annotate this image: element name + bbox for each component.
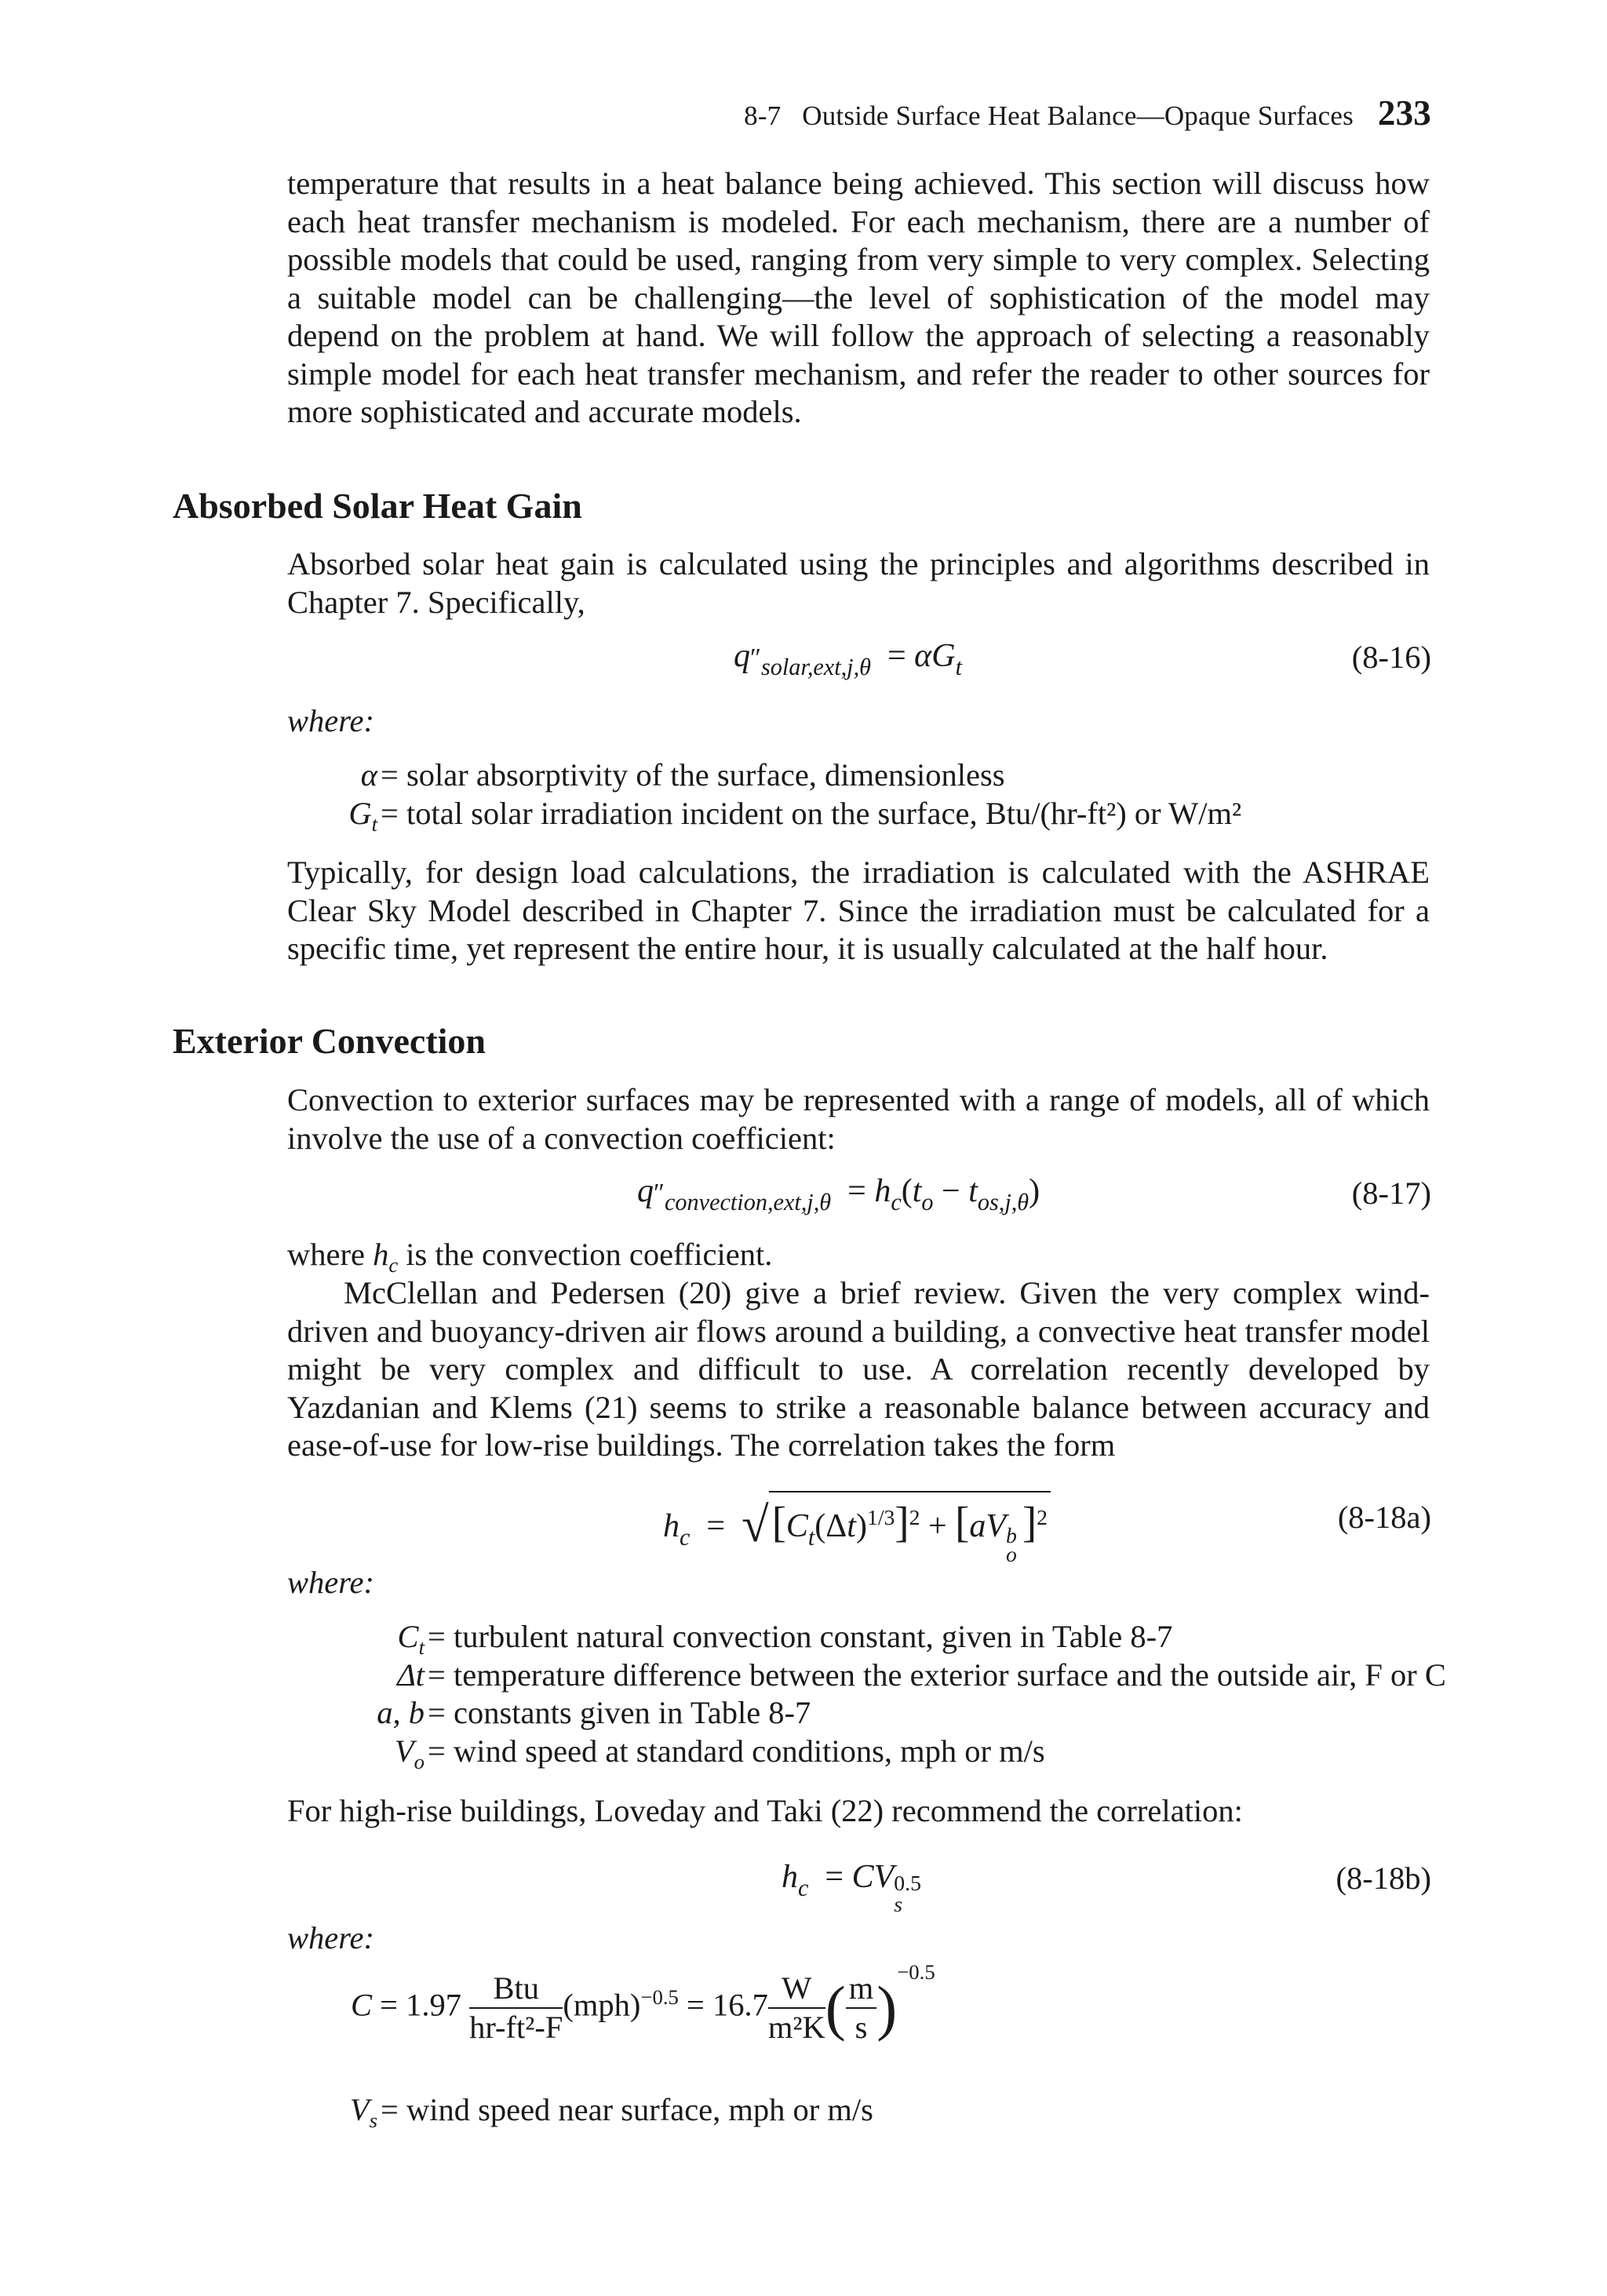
equation-8-18a: $h_c = √[C_t(\Delta t)^{1/3}]^2 + [aV$ b o ]$^2$ <box>663 1491 1051 1554</box>
definition-a-b: a, b = constants given in Table 8-7 <box>377 1695 811 1730</box>
fraction-w: $\frac{W}{\text{m²K}}$ <box>767 1970 825 2045</box>
page-number: 233 <box>1377 93 1431 133</box>
definition-delta-t: Δt = temperature difference between the exterior surface and the outside air, F or C <box>396 1656 1446 1693</box>
convection-review-paragraph: McClellan and Pedersen (20) give a brief review. Given the very complex wind-driven and buoyancy-driven air flows around a building, a convective heat transfer model might be very complex and difficult to use. A correlation recently developed by Yazdanian and Klems (21) seems to strike a reasonable balance between accuracy and ease-of-use for low-rise buildings. The correlation takes the form <box>287 1275 1430 1463</box>
where-label-highrise: where: <box>287 1920 374 1955</box>
fraction-btu: $\frac{\text{Btu}}{\text{hr-ft²-F}}$ <box>469 1970 563 2045</box>
convection-intro-paragraph: Convection to exterior surfaces may be represented with a range of models, all of which involve the use of a convection coefficient: <box>287 1082 1430 1156</box>
where-label-solar: where: <box>287 703 374 738</box>
definition-gt: $G_t$ = total solar irradiation incident on the surface, Btu/(hr-ft²) or W/m² <box>348 795 1242 836</box>
highrise-definitions <box>349 2091 873 2133</box>
solar-definitions <box>348 756 1242 836</box>
running-head <box>744 93 1431 133</box>
equation-number-8-17: (8-17) <box>1351 1175 1431 1211</box>
intro-paragraph: temperature that results in a heat balance being achieved. This section will discuss how each heat transfer mechanism is modeled. For each mechanism, there are a number of possible models that could be used, ranging from very simple to very complex. Selecting a suitable model can be challenging—the level of sophistication of the model may depend on the problem at hand. We will follow the approach of selecting a reasonably simple model for each heat transfer mechanism, and refer the reader to other sources for more sophisticated and accurate models. <box>287 166 1430 429</box>
definition-ct: $C_t$ = turbulent natural convection constant, given in Table 8-7 <box>397 1619 1173 1660</box>
definition-alpha: α = solar absorptivity of the surface, dimensionless <box>360 757 1005 793</box>
equation-8-16: $q''_{solar,ext,j,\theta} = \alpha G_t$ <box>734 638 962 680</box>
equation-8-17: $q''_{convection,ext,j,\theta} = h_c(t_o - t_{os,j,\theta})$ <box>637 1173 1040 1215</box>
solar-intro-paragraph: Absorbed solar heat gain is calculated using the principles and algorithms described in Chapter 7. Specifically, <box>287 546 1430 620</box>
section-title: Outside Surface Heat Balance—Opaque Surfaces <box>802 100 1354 131</box>
heading-solar: Absorbed Solar Heat Gain <box>173 486 582 526</box>
heading-convection: Exterior Convection <box>173 1021 486 1061</box>
definition-vo: $V_o$ = wind speed at standard conditions, mph or m/s <box>394 1733 1045 1773</box>
constant-c-equation: C = 1.97 $\frac{\text{Btu}}{\text{hr-ft²-F}}$ (mph)$^{-0.5}$ = 16.7 $\frac{W}{\text{m²K}}$ ( $\frac{m}{s}$ )$^{-0.5}$ <box>351 1959 935 2045</box>
equation-number-8-16: (8-16) <box>1351 640 1431 675</box>
equation-number-8-18b: (8-18b) <box>1336 1860 1431 1896</box>
equation-number-8-18a: (8-18a) <box>1337 1500 1431 1535</box>
constant-c-lhs-value: = 1.97 <box>372 1987 461 2023</box>
where-label-lowrise: where: <box>287 1565 374 1600</box>
definition-vs: $V_s$ = wind speed near surface, mph or m/s <box>349 2092 873 2133</box>
fraction-m-s: $\frac{m}{s}$ <box>846 1970 877 2046</box>
lowrise-definitions <box>377 1618 1446 1773</box>
solar-after-paragraph: Typically, for design load calculations, the irradiation is calculated with the ASHRAE Clear Sky Model described in Chapter 7. Since the irradiation must be calculated for a specific time, yet represent the entire hour, it is usually calculated at the half hour. <box>287 855 1430 966</box>
highrise-paragraph: For high-rise buildings, Loveday and Taki (22) recommend the correlation: <box>287 1793 1243 1828</box>
convection-where-line: where $h_c$ is the convection coefficient. <box>287 1237 773 1277</box>
equation-8-18b: $h_c$ = CV 0.5 s <box>782 1859 921 1916</box>
section-number: 8-7 <box>744 100 782 131</box>
